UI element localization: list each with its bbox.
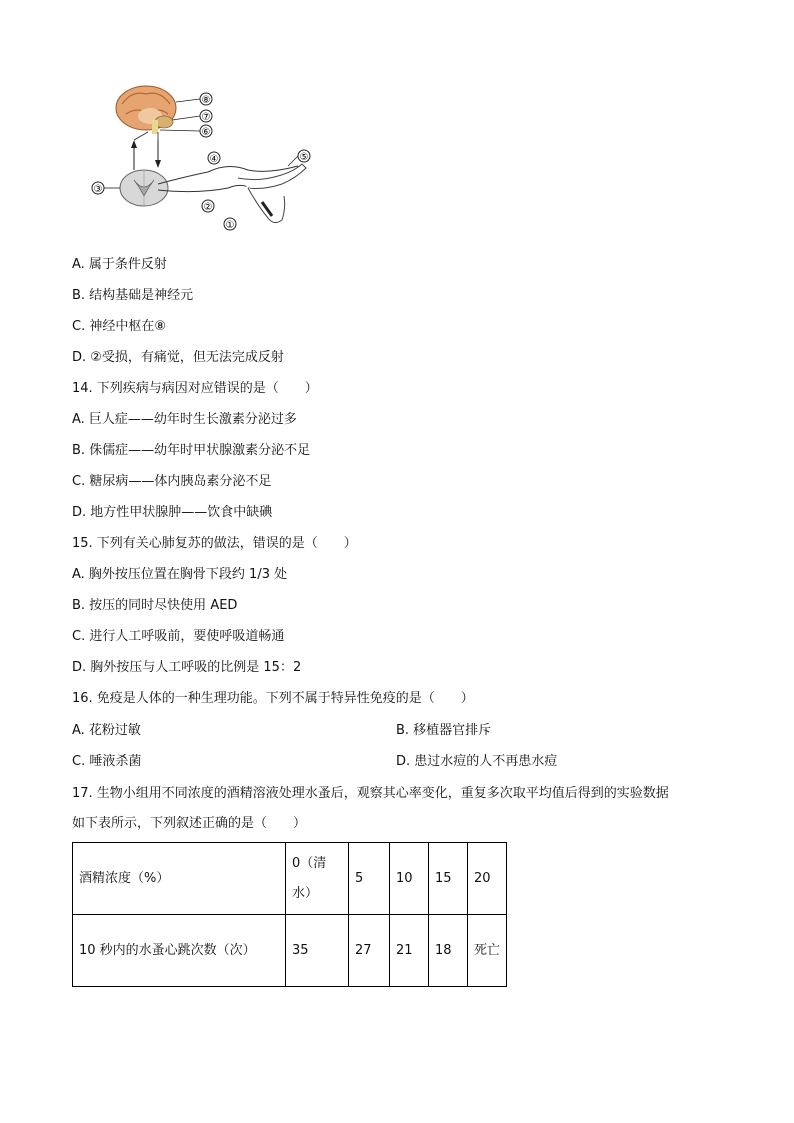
table-cell: 5 — [349, 843, 390, 915]
table-cell: 35 — [286, 915, 349, 987]
table-cell: 27 — [349, 915, 390, 987]
table-cell: 20 — [468, 843, 507, 915]
label-2: ② — [203, 202, 213, 213]
q13-option-d: D. ②受损，有痛觉，但无法完成反射 — [72, 350, 284, 365]
reflex-arc-figure — [88, 84, 328, 234]
table-cell: 酒精浓度（%） — [73, 843, 286, 915]
q13-option-a: A. 属于条件反射 — [72, 257, 167, 272]
table-row — [73, 843, 507, 915]
q15-option-a: A. 胸外按压位置在胸骨下段约 1/3 处 — [72, 567, 288, 582]
q14-option-b: B. 侏儒症——幼年时甲状腺激素分泌不足 — [72, 443, 311, 458]
q15-option-b: B. 按压的同时尽快使用 AED — [72, 598, 238, 613]
label-4: ④ — [209, 154, 219, 165]
table-cell: 21 — [390, 915, 429, 987]
q16-stem: 16. 免疫是人体的一种生理功能。下列不属于特异性免疫的是（ ） — [72, 691, 474, 706]
table-cell: 18 — [429, 915, 468, 987]
q16-option-a: A. 花粉过敏 — [72, 723, 141, 738]
q17-stem-line2: 如下表所示，下列叙述正确的是（ ） — [72, 816, 307, 831]
q15-stem: 15. 下列有关心肺复苏的做法，错误的是（ ） — [72, 536, 357, 551]
table-cell: 死亡 — [468, 915, 507, 987]
q14-option-c: C. 糖尿病——体内胰岛素分泌不足 — [72, 474, 272, 489]
table-cell: 15 — [429, 843, 468, 915]
table-row — [73, 915, 507, 987]
q14-stem: 14. 下列疾病与病因对应错误的是（ ） — [72, 381, 318, 396]
label-8: ⑧ — [201, 95, 211, 106]
q13-option-c: C. 神经中枢在⑧ — [72, 319, 166, 334]
brain-illustration — [116, 86, 176, 134]
spinal-cord-illustration — [120, 170, 168, 206]
q16-option-b: B. 移植器官排斥 — [396, 723, 492, 738]
q14-option-a: A. 巨人症——幼年时生长激素分泌过多 — [72, 412, 297, 427]
q15-option-c: C. 进行人工呼吸前，要使呼吸道畅通 — [72, 629, 285, 644]
q17-stem-line1: 17. 生物小组用不同浓度的酒精溶液处理水蚤后，观察其心率变化，重复多次取平均值后得到的实验数据 — [72, 786, 669, 801]
label-7: ⑦ — [201, 112, 211, 123]
table-cell: 10 — [390, 843, 429, 915]
label-6: ⑥ — [201, 127, 211, 138]
label-3: ③ — [93, 184, 103, 195]
label-1: ① — [225, 220, 235, 231]
label-5: ⑤ — [299, 152, 309, 163]
q17-data-table — [72, 842, 507, 987]
q14-option-d: D. 地方性甲状腺肿——饮食中缺碘 — [72, 505, 273, 520]
q13-option-b: B. 结构基础是神经元 — [72, 288, 194, 303]
q15-option-d: D. 胸外按压与人工呼吸的比例是 15：2 — [72, 660, 302, 675]
q16-option-d: D. 患过水痘的人不再患水痘 — [396, 754, 558, 769]
table-cell: 0（清水） — [286, 843, 349, 915]
table-cell: 10 秒内的水蚤心跳次数（次） — [73, 915, 286, 987]
q16-option-c: C. 唾液杀菌 — [72, 754, 142, 769]
